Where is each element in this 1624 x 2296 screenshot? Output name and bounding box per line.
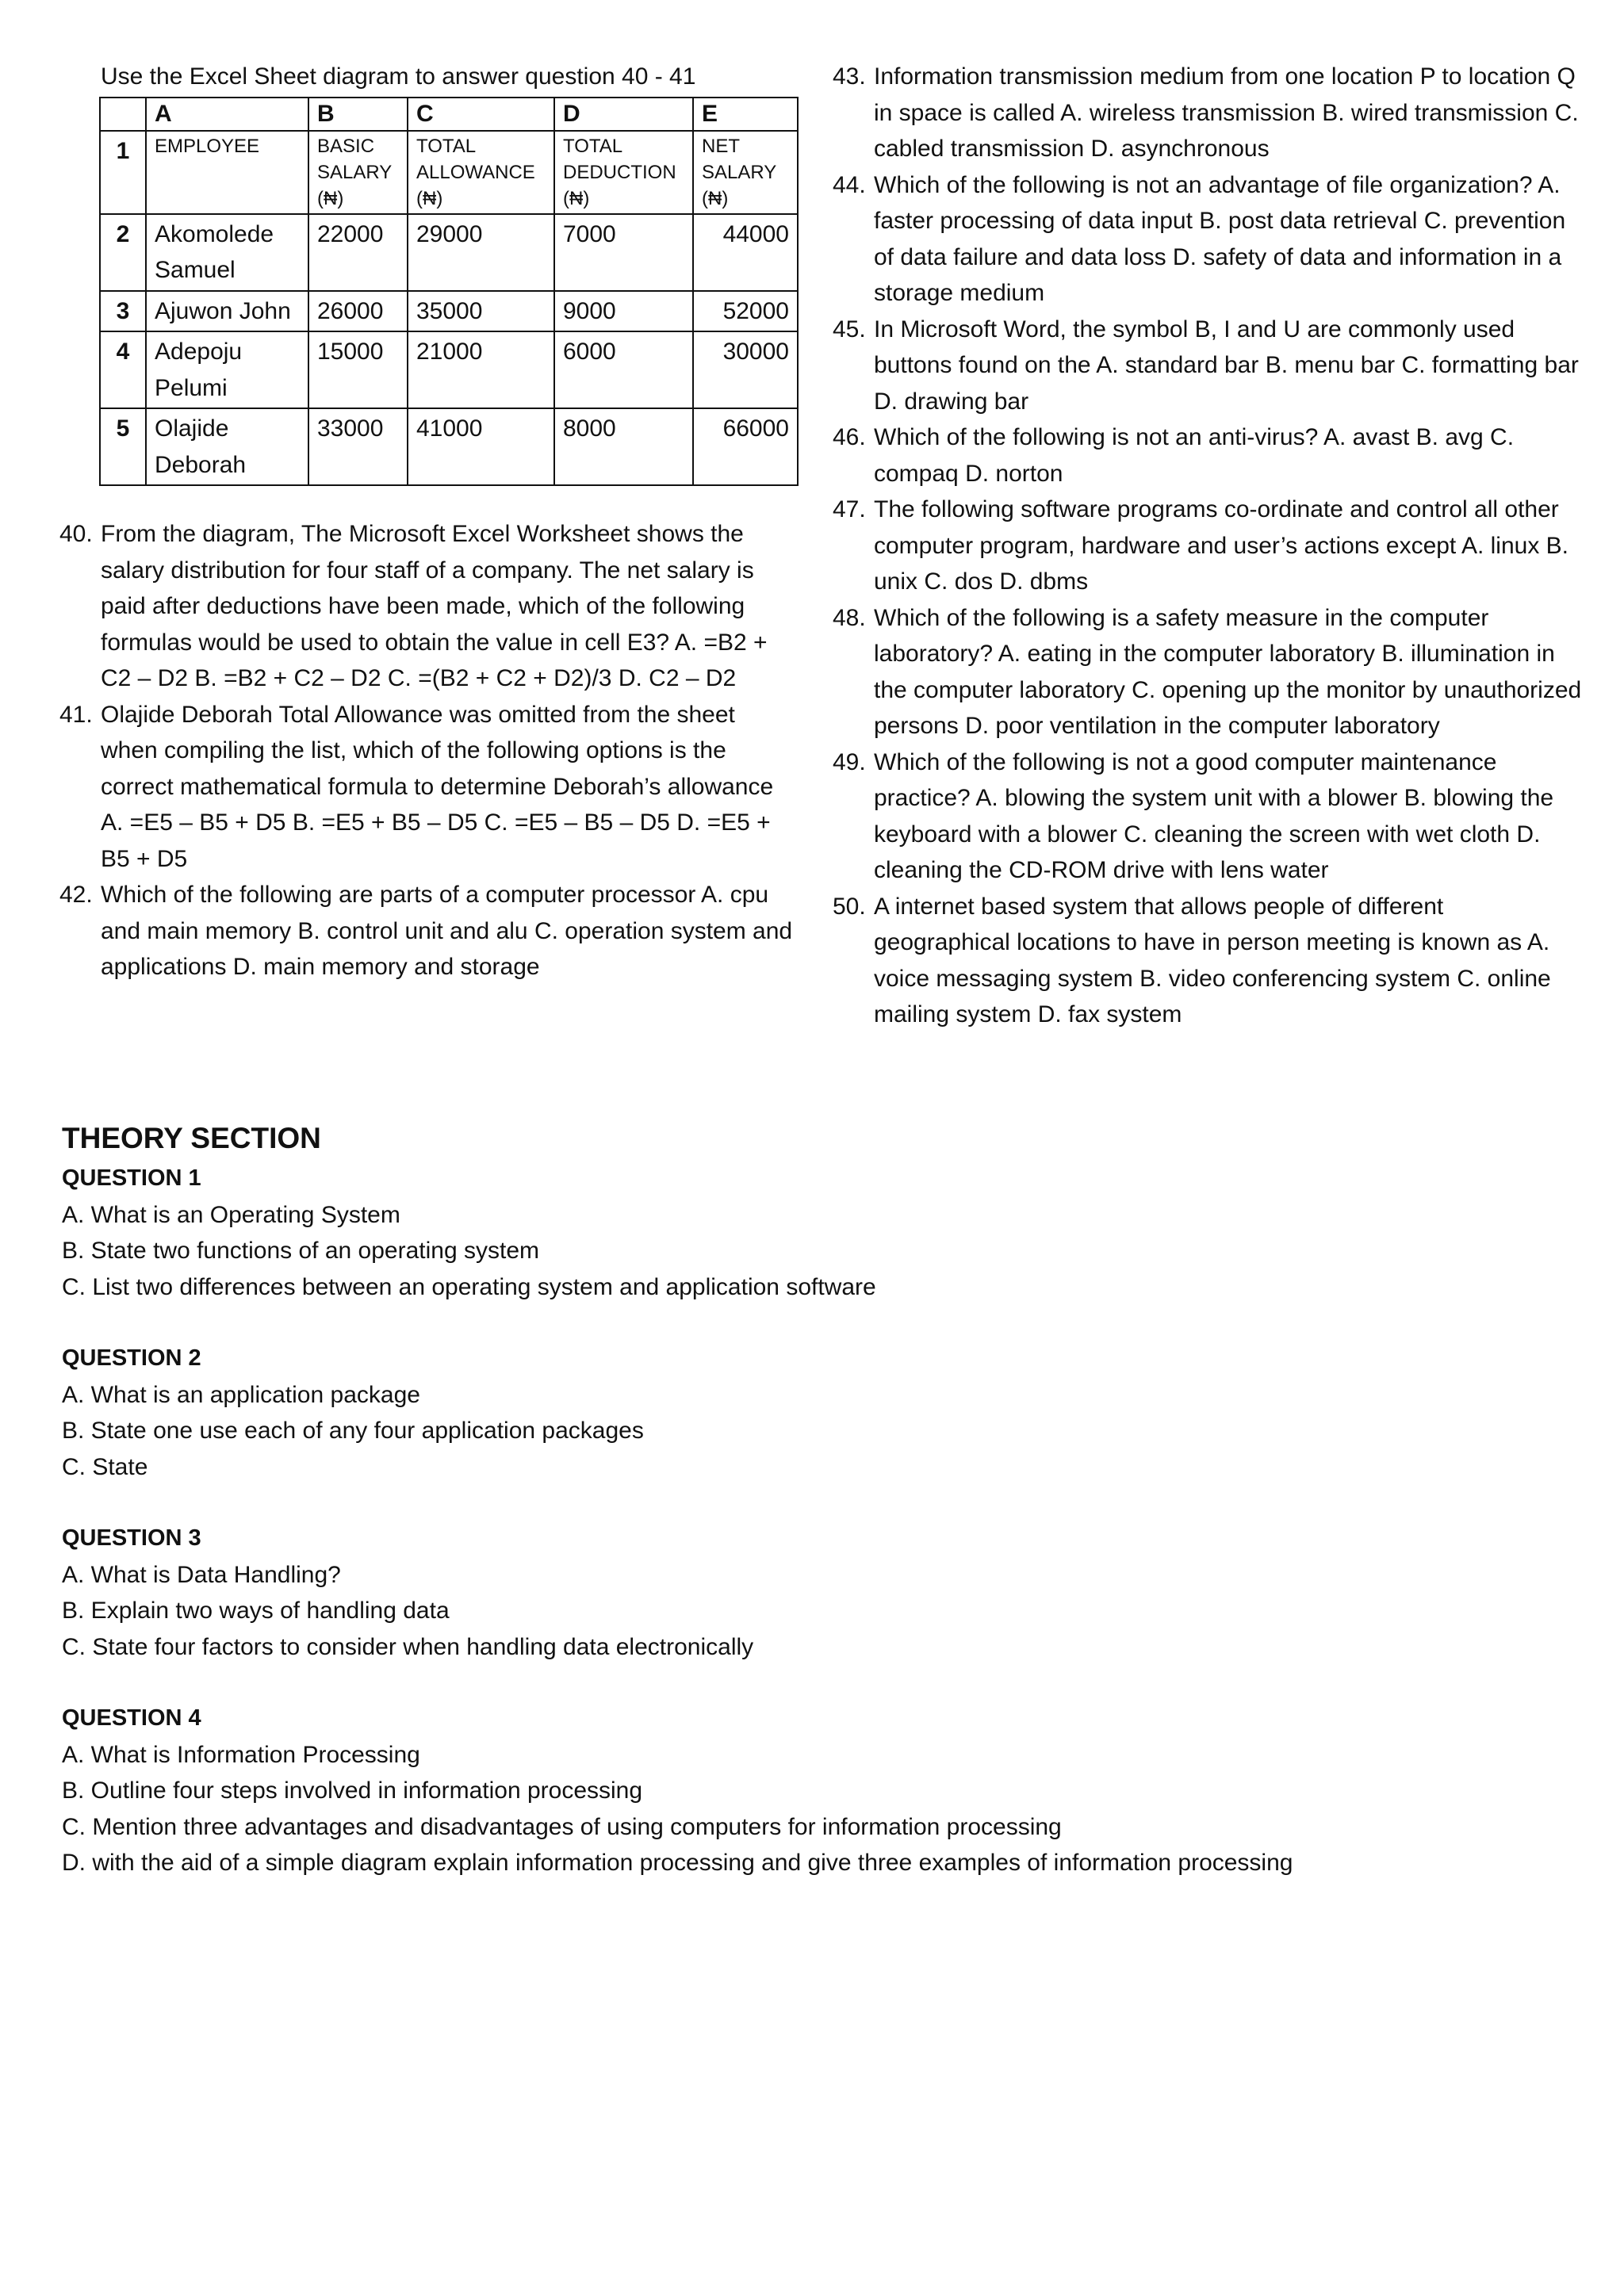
theory-line: C. Mention three advantages and disadvantages of using computers for information processing [62, 1813, 1062, 1840]
question-text: Which of the following is not an advantage of file organization? A. faster processing of data input B. post data retrieval C. prevention of data failure and data loss D. safety of data and information in a storage medium [874, 171, 1566, 306]
question-number: 44. [833, 171, 866, 198]
question-47 [833, 492, 1582, 600]
theory-line: D. with the aid of a simple diagram explain information processing and give three examples of information processing [62, 1850, 1293, 1876]
total-allowance-cell: 41000 [408, 408, 554, 485]
left-questions [59, 516, 797, 985]
left-column [59, 59, 797, 985]
question-text: Olajide Deborah Total Allowance was omitted from the sheet when compiling the list, which of the following options is the correct mathematical formula to determine Deborah’s allowance A. =E5 – B5 + D5 B. =E5 + B5 – D5 C. =E5 – B5 – D5 D. =E5 + B5 + D5 [101, 701, 774, 872]
net-salary-cell: 52000 [693, 291, 798, 332]
basic-salary-cell: 26000 [308, 291, 408, 332]
excel-sheet-table [99, 97, 799, 487]
net-salary-cell: 44000 [693, 214, 798, 291]
question-text: Which of the following is a safety measure in the computer laboratory? A. eating in the computer laboratory B. illumination in the computer laboratory C. opening up the monitor by unauthorized persons D. poor ventilation in the computer laboratory [874, 604, 1582, 739]
row-number: 5 [100, 408, 146, 485]
theory-line: B. State one use each of any four application packages [62, 1418, 644, 1444]
table-row [100, 291, 798, 332]
row-number: 2 [100, 214, 146, 291]
col-letter: D [554, 98, 693, 131]
theory-line: B. Outline four steps involved in information processing [62, 1777, 643, 1804]
row-number: 4 [100, 331, 146, 408]
header-cell: BASIC SALARY (₦) [308, 131, 408, 214]
row-number: 1 [100, 131, 146, 214]
table-row [100, 408, 798, 485]
row-number: 3 [100, 291, 146, 332]
header-row [100, 131, 798, 214]
corner-cell [100, 98, 146, 131]
question-45 [833, 312, 1582, 420]
total-deduction-cell: 8000 [554, 408, 693, 485]
employee-cell: Akomolede Samuel [146, 214, 308, 291]
basic-salary-cell: 22000 [308, 214, 408, 291]
question-49 [833, 744, 1582, 889]
theory-line: B. Explain two ways of handling data [62, 1598, 450, 1624]
question-43 [833, 59, 1582, 167]
basic-salary-cell: 15000 [308, 331, 408, 408]
theory-line: A. What is an application package [62, 1381, 420, 1408]
theory-line: C. State four factors to consider when handling data electronically [62, 1633, 754, 1660]
col-letter: B [308, 98, 408, 131]
basic-salary-cell: 33000 [308, 408, 408, 485]
col-letter: C [408, 98, 554, 131]
net-salary-cell: 66000 [693, 408, 798, 485]
header-cell: EMPLOYEE [146, 131, 308, 214]
theory-line: B. State two functions of an operating system [62, 1238, 539, 1264]
total-deduction-cell: 6000 [554, 331, 693, 408]
right-column [833, 59, 1582, 1033]
col-letter: A [146, 98, 308, 131]
col-letter: E [693, 98, 798, 131]
theory-section [62, 1116, 1568, 1881]
question-number: 40. [59, 521, 93, 547]
theory-line: A. What is an Operating System [62, 1201, 400, 1228]
table-row [100, 331, 798, 408]
question-number: 43. [833, 63, 866, 90]
employee-cell: Ajuwon John [146, 291, 308, 332]
employee-cell: Adepoju Pelumi [146, 331, 308, 408]
theory-question-heading: QUESTION 1 [62, 1165, 201, 1191]
theory-question-heading: QUESTION 3 [62, 1525, 201, 1551]
header-cell: NET SALARY (₦) [693, 131, 798, 214]
header-cell: TOTAL DEDUCTION (₦) [554, 131, 693, 214]
question-text: Information transmission medium from one location P to location Q in space is called A. wireless transmission B. wired transmission C. cabled transmission D. asynchronous [874, 63, 1579, 162]
question-46 [833, 419, 1582, 492]
question-text: Which of the following is not an anti-virus? A. avast B. avg C. compaq D. norton [874, 424, 1515, 487]
total-deduction-cell: 9000 [554, 291, 693, 332]
question-number: 46. [833, 424, 866, 450]
question-number: 49. [833, 748, 866, 775]
header-cell: TOTAL ALLOWANCE (₦) [408, 131, 554, 214]
employee-cell: Olajide Deborah [146, 408, 308, 485]
net-salary-cell: 30000 [693, 331, 798, 408]
total-allowance-cell: 35000 [408, 291, 554, 332]
table-intro: Use the Excel Sheet diagram to answer question 40 - 41 [101, 63, 696, 90]
question-44 [833, 167, 1582, 312]
theory-question-heading: QUESTION 2 [62, 1345, 201, 1371]
theory-line: A. What is Data Handling? [62, 1561, 341, 1588]
table-row [100, 214, 798, 291]
theory-line: C. List two differences between an operating system and application software [62, 1273, 876, 1300]
question-text: From the diagram, The Microsoft Excel Worksheet shows the salary distribution for four staff of a company. The net salary is paid after deductions have been made, which of the following formulas would be used to obtain the value in cell E3? A. =B2 + C2 – D2 B. =B2 + C2 – D2 C. =(B2 + C2 + D2)/3 D. C2 – D2 [101, 521, 768, 691]
question-number: 48. [833, 604, 866, 631]
question-number: 45. [833, 316, 866, 342]
question-50 [833, 889, 1582, 1033]
total-allowance-cell: 29000 [408, 214, 554, 291]
question-text: In Microsoft Word, the symbol B, I and U are commonly used buttons found on the A. standard bar B. menu bar C. formatting bar D. drawing bar [874, 316, 1579, 415]
question-41 [59, 697, 797, 878]
question-number: 47. [833, 496, 866, 522]
question-number: 42. [59, 882, 93, 908]
question-number: 50. [833, 893, 866, 920]
question-text: Which of the following are parts of a computer processor A. cpu and main memory B. control unit and alu C. operation system and applications D. main memory and storage [101, 882, 793, 980]
theory-title: THEORY SECTION [62, 1122, 321, 1154]
total-deduction-cell: 7000 [554, 214, 693, 291]
question-40 [59, 516, 797, 697]
question-text: A internet based system that allows people of different geographical locations to have in person meeting is known as A. voice messaging system B. video conferencing system C. online mailing system D. fax system [874, 893, 1551, 1027]
theory-line: A. What is Information Processing [62, 1741, 420, 1768]
theory-question-heading: QUESTION 4 [62, 1705, 201, 1731]
column-letter-row [100, 98, 798, 131]
question-number: 41. [59, 701, 93, 728]
question-text: The following software programs co-ordinate and control all other computer program, hardware and user’s actions except A. linux B. unix C. dos D. dbms [874, 496, 1569, 595]
question-42 [59, 877, 797, 985]
question-text: Which of the following is not a good computer maintenance practice? A. blowing the system unit with a blower B. blowing the keyboard with a blower C. cleaning the screen with wet cloth D. cleaning the CD-ROM drive with lens water [874, 748, 1554, 883]
total-allowance-cell: 21000 [408, 331, 554, 408]
question-48 [833, 600, 1582, 744]
theory-line: C. State [62, 1453, 148, 1480]
